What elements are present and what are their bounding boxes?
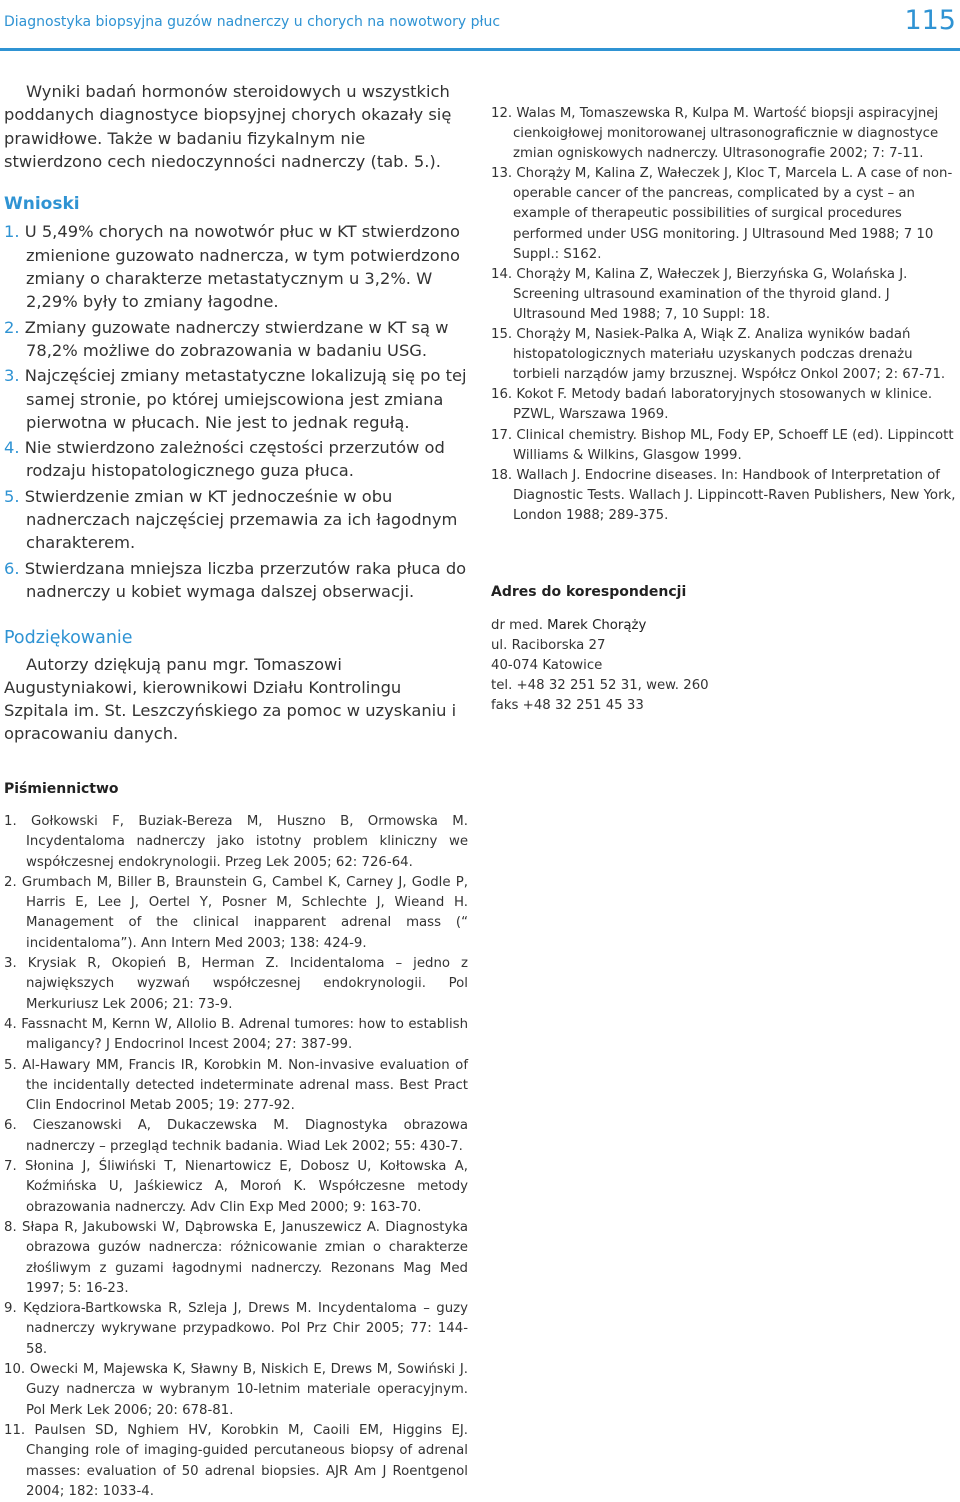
reference-text: Kędziora-Bartkowska R, Szleja J, Drews M. Incydentaloma – guzy nadnerczy wykrywane przypadkowo. Pol Prz Chir 2005; 77: 144-58. xyxy=(23,1301,469,1357)
conclusion-number: 6. xyxy=(4,558,20,578)
reference-number: 17. xyxy=(491,427,513,443)
reference-number: 13. xyxy=(491,166,513,182)
correspondence-street: ul. Raciborska 27 xyxy=(491,638,606,654)
reference-text: Krysiak R, Okopień B, Herman Z. Incidentaloma – jedno z największych wyzwań współczesnej endokrynologii. Pol Merkuriusz Lek 2006; 21: 73-9. xyxy=(26,956,468,1012)
running-header: Diagnostyka biopsyjna guzów nadnerczy u chorych na nowotwory płuc xyxy=(4,14,501,30)
reference-text: Wallach J. Endocrine diseases. In: Handbook of Interpretation of Diagnostic Tests. Wallach J. Lippincott-Raven Publishers, New York, London 1988; 289-375. xyxy=(513,467,956,523)
reference-item xyxy=(4,954,468,1015)
reference-number: 8. xyxy=(4,1219,17,1235)
left-column xyxy=(4,80,467,746)
reference-text: Cieszanowski A, Dukaczewska M. Diagnostyka obrazowa nadnerczy – przegląd technik badania. Wiad Lek 2002; 55: 430-7. xyxy=(26,1118,469,1154)
reference-text: Kokot F. Metody badań laboratoryjnych stosowanych w klinice. PZWL, Warszawa 1969. xyxy=(513,387,933,423)
reference-number: 5. xyxy=(4,1057,17,1073)
conclusion-item xyxy=(4,557,467,604)
reference-number: 3. xyxy=(4,956,17,972)
reference-text: Chorąży M, Nasiek-Palka A, Wiąk Z. Analiza wyników badań histopatologicznych materiału uzyskanych podczas drenażu torbieli narządów jamy brzusznej. Współcz Onkol 2007; 2: 67-71. xyxy=(513,327,946,383)
correspondence-city: 40-074 Katowice xyxy=(491,658,603,674)
reference-text: Owecki M, Majewska K, Sławny B, Niskich E, Drews M, Sowiński J. Guzy nadnercza w wybranym 10-letnim materiale operacyjnym. Pol Merk Lek 2006; 20: 678-81. xyxy=(26,1362,468,1418)
reference-item xyxy=(491,265,957,325)
conclusion-number: 1. xyxy=(4,222,20,242)
reference-item xyxy=(491,164,957,264)
conclusion-item xyxy=(4,364,467,434)
reference-number: 11. xyxy=(4,1422,26,1438)
correspondence-heading: Adres do korespondencji xyxy=(491,583,687,600)
reference-item xyxy=(4,873,468,954)
reference-number: 14. xyxy=(491,266,513,282)
conclusion-text: Zmiany guzowate nadnerczy stwierdzane w KT są w 78,2% możliwe do zobrazowania w badaniu USG. xyxy=(24,317,449,360)
reference-text: Słonina J, Śliwiński T, Nienartowicz E, Dobosz U, Kołtowska A, Koźmińska U, Jaśkiewicz A, Moroń K. Współczesne metody obrazowania nadnerczy. Adv Clin Exp Med 2000; 9: 163-70. xyxy=(25,1159,468,1215)
reference-text: Fassnacht M, Kernn W, Allolio B. Adrenal tumores: how to establish maligancy? J Endocrinol Incest 2004; 27: 387-99. xyxy=(21,1016,468,1053)
reference-item xyxy=(491,325,957,385)
reference-item xyxy=(4,1015,468,1056)
reference-item xyxy=(491,426,957,466)
reference-text: Chorąży M, Kalina Z, Wałeczek J, Kloc T, Marcela L. A case of non-operable cancer of the pancreas, complicated by a cyst – an example of therapeutic possibilities of surgical procedures performed under USG monitoring. J Ultrasound Med 1988; 7 10 Suppl.: S162. xyxy=(513,166,953,262)
correspondence-fax: faks +48 32 251 45 33 xyxy=(491,698,644,714)
conclusion-item xyxy=(4,436,467,483)
correspondence-phone: tel. +48 32 251 52 31, wew. 260 xyxy=(491,678,709,694)
conclusion-text: Najczęściej zmiany metastatyczne lokalizują się po tej samej stronie, po której umiejscowiona jest zmiana pierwotna w płucach. Nie jest to jednak regułą. xyxy=(24,366,467,432)
reference-number: 16. xyxy=(491,387,513,403)
reference-item xyxy=(4,1116,468,1157)
reference-text: Clinical chemistry. Bishop ML, Fody EP, Schoeff LE (ed). Lippincott Williams & Wilkins, Glasgow 1999. xyxy=(513,427,954,463)
reference-list-continued xyxy=(491,104,957,526)
reference-number: 18. xyxy=(491,467,513,483)
page-number: 115 xyxy=(904,5,956,36)
right-column xyxy=(491,104,957,717)
reference-number: 9. xyxy=(4,1301,17,1317)
reference-number: 12. xyxy=(491,106,513,121)
conclusion-number: 5. xyxy=(4,486,20,506)
conclusion-text: Stwierdzana mniejsza liczba przerzutów raka płuca do nadnerczy u kobiet wymaga dalszej obserwacji. xyxy=(24,558,467,601)
reference-item xyxy=(4,1299,468,1360)
acknowledgement-paragraph: Autorzy dziękują panu mgr. Tomaszowi Augustyniakowi, kierownikowi Działu Kontrolingu Szpitala im. St. Leszczyńskiego za pomoc w uzyskaniu i opracowaniu danych. xyxy=(4,654,457,744)
reference-item xyxy=(4,1157,468,1218)
reference-text: Walas M, Tomaszewska R, Kulpa M. Wartość biopsji aspiracyjnej cienkoigłowej monitorowanej ultrasonograficznie w diagnostyce zmian ogniskowych nadnerczy. Ultrasonografie 2002; 7: 7-11. xyxy=(513,106,939,162)
correspondence-name-line xyxy=(491,616,957,636)
reference-text: Grumbach M, Biller B, Braunstein G, Cambel K, Carney J, Godle P, Harris E, Lee J, Oertel Y, Posner M, Schlechte J, Wieand H. Management of the clinical inapparent adrenal mass (“ incidentaloma”). Ann Intern Med 2003; 138: 424-9. xyxy=(21,874,468,951)
reference-item xyxy=(491,466,957,526)
reference-item xyxy=(491,104,957,164)
reference-number: 7. xyxy=(4,1159,17,1175)
reference-text: Paulsen SD, Nghiem HV, Korobkin M, Caoili EM, Higgins EJ. Changing role of imaging-guided percutaneous biopsy of adrenal masses: evaluation of 50 adrenal biopsies. AJR Am J Roentgenol 2004; 182: 1033-4. xyxy=(26,1422,468,1499)
reference-item xyxy=(4,1218,468,1299)
reference-text: Gołkowski F, Buziak-Bereza M, Huszno B, Ormowska M. Incydentaloma nadnerczy jako istotny problem kliniczny we współczesnej endokrynologii. Przeg Lek 2005; 62: 726-64. xyxy=(26,814,468,870)
correspondence-name: Marek Chorąży xyxy=(547,618,647,634)
conclusion-item xyxy=(4,316,467,363)
header-rule xyxy=(0,48,960,51)
reference-number: 1. xyxy=(4,814,17,829)
reference-item xyxy=(4,1421,468,1502)
reference-number: 4. xyxy=(4,1016,17,1032)
reference-number: 10. xyxy=(4,1362,26,1378)
reference-text: Al-Hawary MM, Francis IR, Korobkin M. Non-invasive evaluation of the incidentally detected indeterminate adrenal mass. Best Pract Clin Endocrinol Metab 2005; 19: 277-92. xyxy=(22,1057,468,1114)
conclusion-item xyxy=(4,485,467,555)
conclusion-item xyxy=(4,220,467,313)
conclusion-text: U 5,49% chorych na nowotwór płuc w KT stwierdzono zmienione guzowato nadnercza, w tym potwierdzono zmiany o charakterze metastatycznym u 3,2%. W 2,29% były to zmiany łagodne. xyxy=(24,222,460,312)
reference-number: 15. xyxy=(491,327,513,343)
conclusion-text: Stwierdzenie zmian w KT jednocześnie w obu nadnerczach najczęściej przemawia za ich łagodnym charakterem. xyxy=(24,486,458,553)
bibliography-list xyxy=(4,812,468,1502)
bibliography-heading: Piśmiennictwo xyxy=(4,781,119,797)
conclusion-number: 2. xyxy=(4,317,20,337)
reference-text: Chorąży M, Kalina Z, Wałeczek J, Bierzyńska G, Wolańska J. Screening ultrasound examination of the thyroid gland. J Ultrasound Med 1988; 7, 10 Suppl: 18. xyxy=(513,266,908,322)
intro-paragraph: Wyniki badań hormonów steroidowych u wszystkich poddanych diagnostyce biopsyjnej chorych okazały się prawidłowe. Także w badaniu fizykalnym nie stwierdzono cech niedoczynności nadnerczy (tab. 5.). xyxy=(4,82,452,171)
reference-item xyxy=(4,1056,468,1117)
reference-item xyxy=(491,385,957,425)
reference-item xyxy=(4,812,468,873)
reference-number: 2. xyxy=(4,874,17,890)
correspondence-title: dr med. xyxy=(491,618,543,634)
reference-text: Słapa R, Jakubowski W, Dąbrowska E, Januszewicz A. Diagnostyka obrazowa guzów nadnercza: różnicowanie zmian o charakterze złośliwym z guzami łagodnymi nadnerczy. Rezonans Mag Med 1997; 5: 16-23. xyxy=(22,1219,468,1296)
reference-item xyxy=(4,1360,468,1421)
conclusions-list xyxy=(4,220,467,603)
conclusion-number: 4. xyxy=(4,438,20,458)
conclusion-text: Nie stwierdzono zależności częstości przerzutów od rodzaju histopatologicznego guza płuca. xyxy=(24,438,445,481)
conclusions-heading: Wnioski xyxy=(4,194,80,215)
conclusion-number: 3. xyxy=(4,366,20,386)
reference-number: 6. xyxy=(4,1118,17,1134)
acknowledgement-heading: Podziękowanie xyxy=(4,628,133,649)
